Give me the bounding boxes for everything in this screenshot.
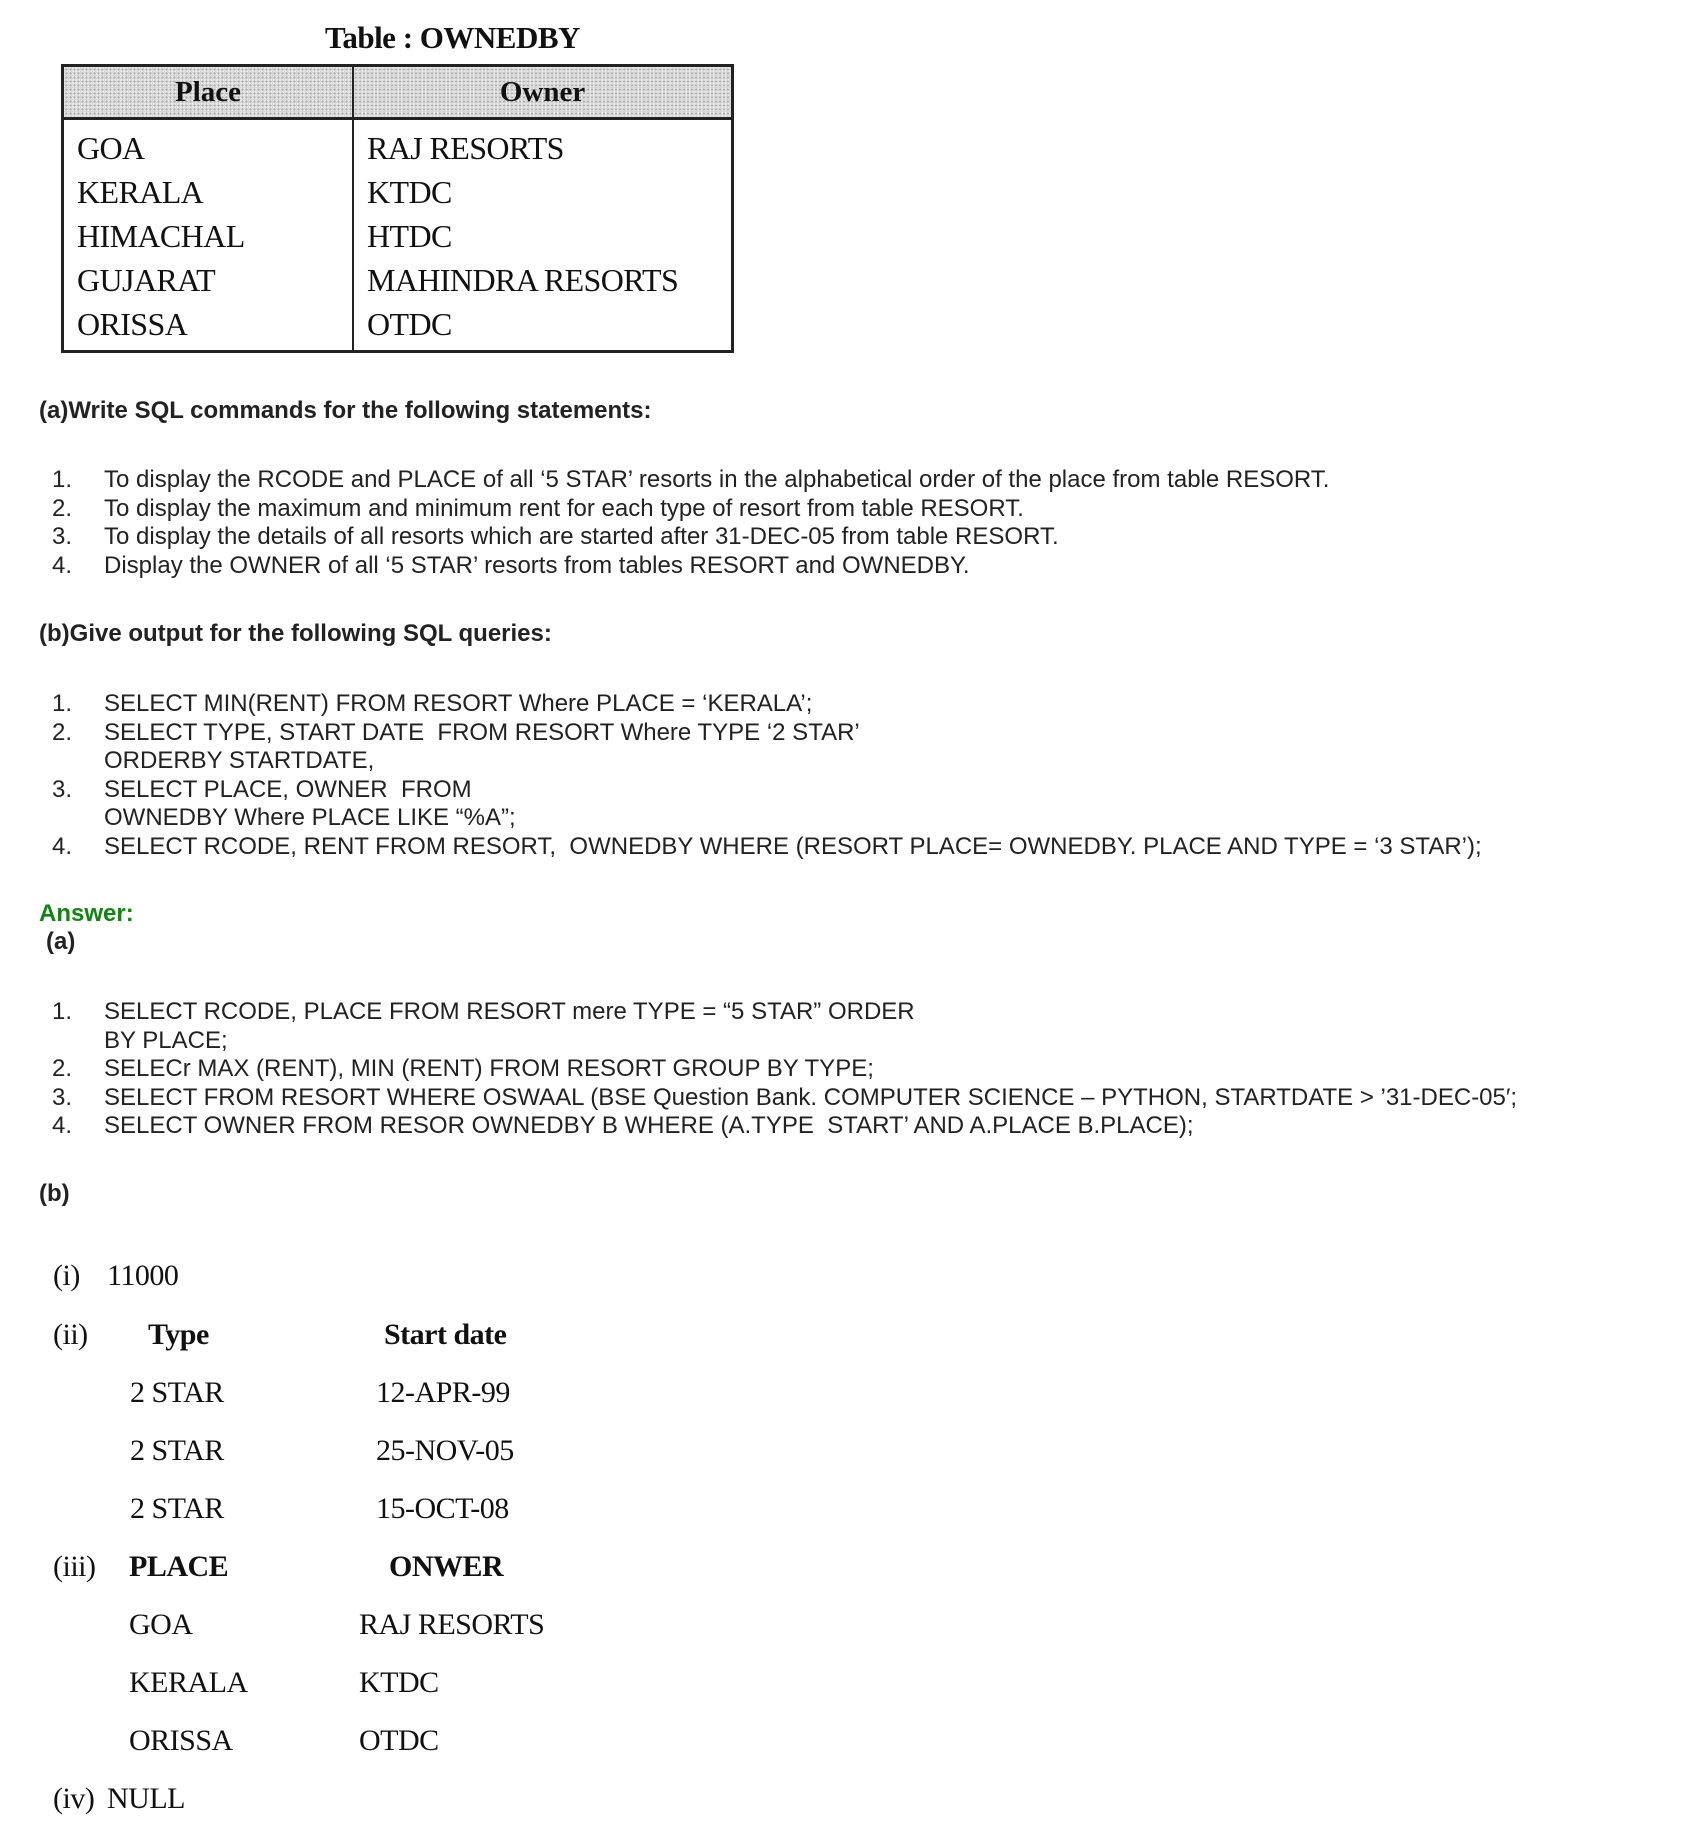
output-i-label: (i) (53, 1259, 80, 1292)
output-ii-header-type: Type (148, 1318, 209, 1351)
list-number: 2. (52, 494, 73, 522)
list-number: 3. (52, 523, 73, 550)
list-number: 2. (52, 718, 73, 746)
output-iii-owner: KTDC (359, 1666, 439, 1699)
list-item (52, 1084, 1517, 1113)
output-ii-date: 25-NOV-05 (376, 1434, 514, 1467)
ownedby-table (61, 64, 734, 353)
cell-place: HIMACHAL (63, 214, 354, 258)
list-item-continuation (52, 1027, 1517, 1056)
list-item (52, 552, 1329, 581)
table-header-row (63, 66, 733, 119)
list-item (52, 776, 1482, 805)
part-b-heading: (b)Give output for the following SQL queries: (39, 620, 552, 647)
output-ii-header-start-date: Start date (384, 1318, 507, 1351)
cell-place: GOA (63, 119, 354, 171)
output-iii-label: (iii) (53, 1550, 96, 1583)
answer-label: Answer: (39, 900, 134, 927)
output-ii-date: 15-OCT-08 (376, 1492, 509, 1525)
table-title: Table : OWNEDBY (325, 20, 580, 55)
table-row (63, 214, 733, 258)
cell-owner: KTDC (367, 174, 452, 210)
list-number: 1. (52, 466, 73, 493)
output-iv-label: (iv) (53, 1782, 95, 1815)
output-iii-header-owner: ONWER (389, 1550, 504, 1583)
list-number: 4. (52, 551, 73, 579)
list-number: 1. (52, 690, 73, 717)
answer-a-list (52, 998, 1517, 1141)
list-text: SELECT TYPE, START DATE FROM RESORT Where TYPE ‘2 STAR’ (104, 718, 860, 746)
output-ii-type: 2 STAR (130, 1492, 224, 1525)
list-item (52, 495, 1329, 524)
cell-owner: HTDC (367, 218, 452, 254)
answer-a-label: (a) (46, 928, 76, 955)
list-item (52, 998, 1517, 1027)
list-number: 2. (52, 1055, 73, 1082)
list-item (52, 1112, 1517, 1141)
list-text: OWNEDBY Where PLACE LIKE “%A”; (104, 804, 516, 831)
list-text: Display the OWNER of all ‘5 STAR’ resorts from tables RESORT and OWNEDBY. (104, 551, 970, 579)
output-ii-type: 2 STAR (130, 1434, 224, 1467)
table-row (63, 258, 733, 302)
output-iii-header-place: PLACE (129, 1550, 229, 1583)
list-number (52, 804, 104, 833)
output-ii-date: 12-APR-99 (376, 1376, 510, 1409)
output-iii-place: KERALA (129, 1666, 248, 1699)
output-iii-place: GOA (129, 1608, 193, 1641)
cell-place: ORISSA (63, 302, 354, 352)
table-row (63, 170, 733, 214)
column-header-owner: Owner (353, 66, 733, 119)
list-item-continuation (52, 747, 1482, 776)
cell-place: GUJARAT (63, 258, 354, 302)
list-text: To display the details of all resorts which are started after 31-DEC-05 from table RESORT. (104, 523, 1059, 550)
cell-owner: RAJ RESORTS (367, 130, 564, 166)
output-ii-label: (ii) (53, 1318, 88, 1351)
list-number (52, 1027, 104, 1056)
list-number: 3. (52, 1083, 73, 1111)
list-item (52, 1055, 1517, 1084)
part-b-list (52, 690, 1482, 861)
output-ii-type: 2 STAR (130, 1376, 224, 1409)
list-text: To display the RCODE and PLACE of all ‘5 STAR’ resorts in the alphabetical order of the place from table RESORT. (104, 466, 1330, 493)
list-item (52, 523, 1329, 552)
list-text: SELECT OWNER FROM RESOR OWNEDBY B WHERE (A.TYPE START’ AND A.PLACE B.PLACE); (104, 1112, 1194, 1139)
list-item (52, 690, 1482, 719)
output-iv-value: NULL (107, 1782, 185, 1815)
list-item (52, 466, 1329, 495)
list-text: To display the maximum and minimum rent for each type of resort from table RESORT. (104, 494, 1024, 522)
list-item (52, 833, 1482, 862)
list-text: SELECr MAX (RENT), MIN (RENT) FROM RESORT GROUP BY TYPE; (104, 1055, 874, 1082)
output-iii-owner: RAJ RESORTS (359, 1608, 545, 1641)
cell-owner: OTDC (367, 306, 452, 342)
answer-b-label: (b) (39, 1180, 70, 1207)
list-text: ORDERBY STARTDATE, (104, 747, 375, 774)
cell-place: KERALA (63, 170, 354, 214)
list-text: SELECT MIN(RENT) FROM RESORT Where PLACE = ‘KERALA’; (104, 690, 813, 717)
list-number (52, 747, 104, 776)
part-a-heading: (a)Write SQL commands for the following statements: (39, 397, 652, 424)
list-number: 4. (52, 1112, 73, 1139)
list-text: SELECT PLACE, OWNER FROM (104, 775, 472, 803)
list-number: 4. (52, 832, 73, 860)
list-text: SELECT RCODE, RENT FROM RESORT, OWNEDBY WHERE (RESORT PLACE= OWNEDBY. PLACE AND TYPE = ‘3 STAR’); (104, 832, 1482, 860)
output-iii-owner: OTDC (359, 1724, 439, 1757)
part-a-list (52, 466, 1329, 580)
cell-owner: MAHINDRA RESORTS (367, 262, 679, 298)
list-text: BY PLACE; (104, 1026, 228, 1054)
list-number: 1. (52, 998, 73, 1025)
output-i-value: 11000 (107, 1259, 179, 1292)
list-text: SELECT RCODE, PLACE FROM RESORT mere TYPE = “5 STAR” ORDER (104, 998, 915, 1025)
list-text: SELECT FROM RESORT WHERE OSWAAL (BSE Question Bank. COMPUTER SCIENCE – PYTHON, STARTDATE > ’31-DEC-05′; (104, 1083, 1518, 1111)
table-row (63, 119, 733, 171)
list-number: 3. (52, 775, 73, 803)
table-row (63, 302, 733, 352)
output-iii-place: ORISSA (129, 1724, 233, 1757)
list-item-continuation (52, 804, 1482, 833)
column-header-place: Place (63, 66, 354, 119)
list-item (52, 719, 1482, 748)
